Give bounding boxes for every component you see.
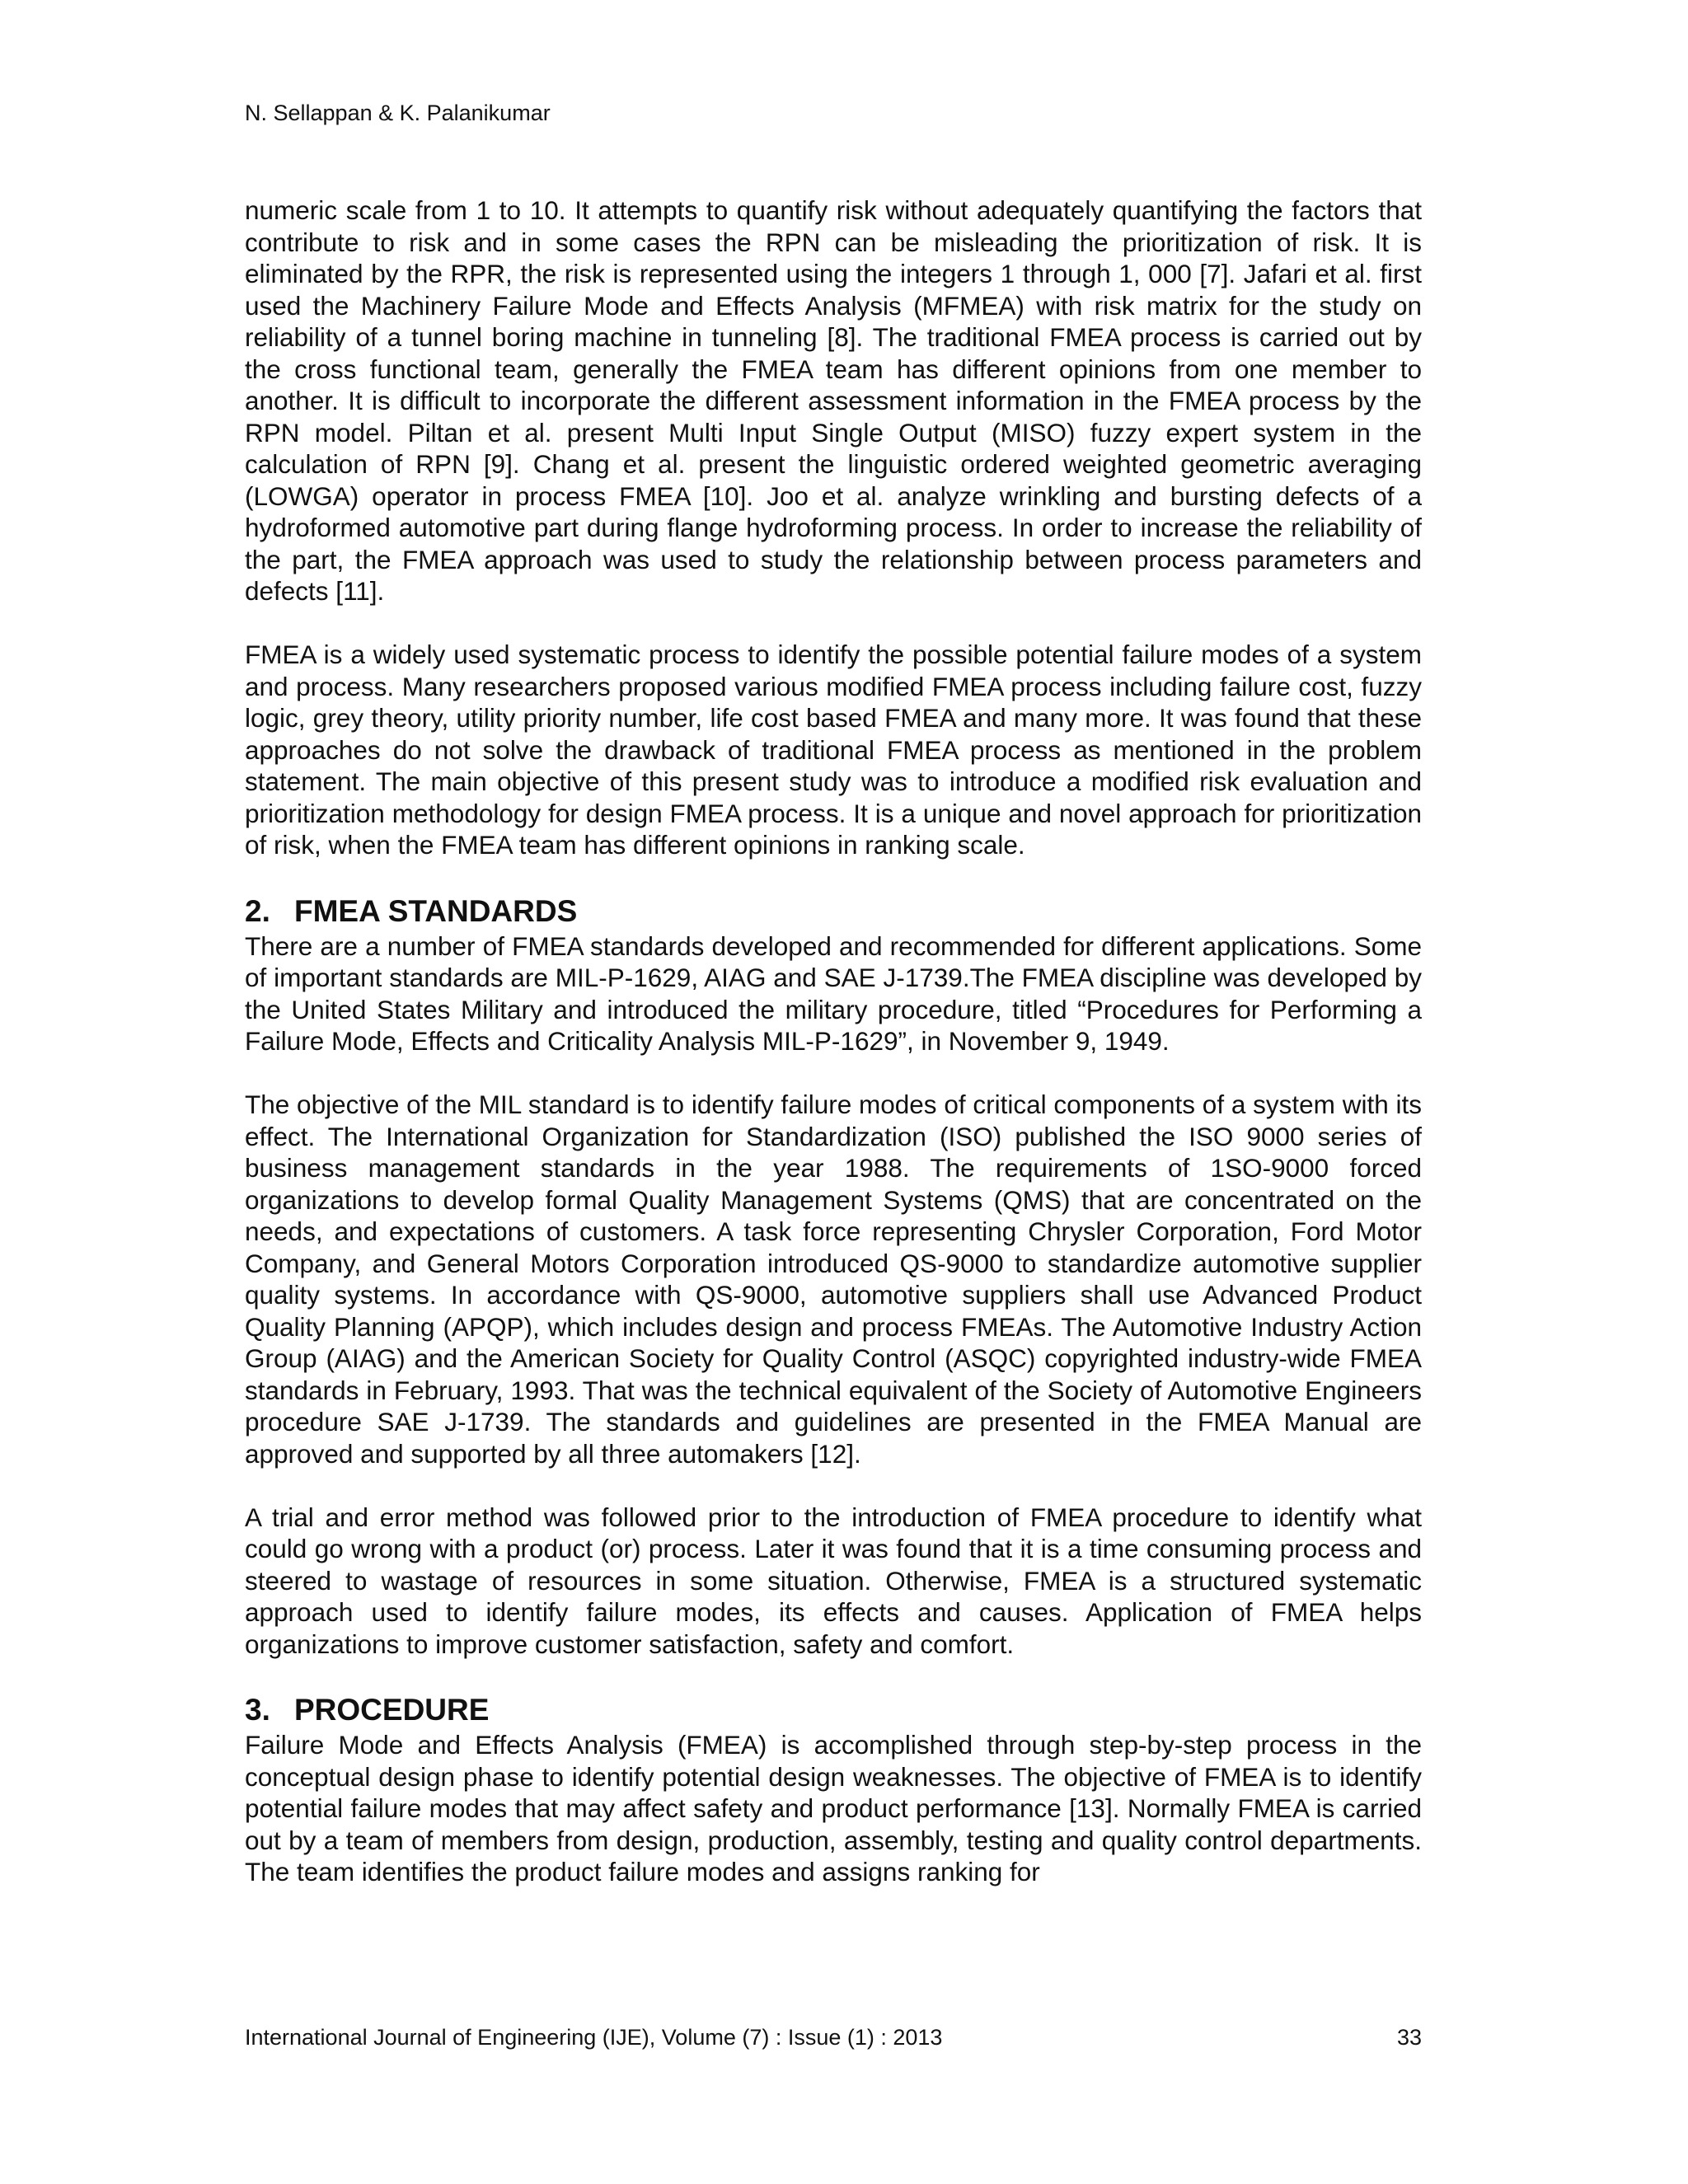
paragraph-trial-and-error: A trial and error method was followed prior to the introduction of FMEA procedure to identify what could go wrong with a product (or) process. Later it was found that it is a time consuming process and steered to wastage of resources in some situation. Otherwise, FMEA is a structured systematic approach used to identify failure modes, its effects and causes. Application of FMEA helps organizations to improve customer satisfaction, safety and comfort. xyxy=(245,1502,1422,1659)
section-number: 2. xyxy=(245,893,270,928)
footer-journal-citation: International Journal of Engineering (IJE), Volume (7) : Issue (1) : 2013 xyxy=(245,2025,943,2050)
paragraph-mil-standard-objective: The objective of the MIL standard is to identify failure modes of critical components of a system with its effect. The International Organization for Standardization (ISO) published the ISO 9000 series of business management standards in the year 1988. The requirements of 1SO-9000 forced organizations to develop formal Quality Management Systems (QMS) that are concentrated on the needs, and expectations of customers. A task force representing Chrysler Corporation, Ford Motor Company, and General Motors Corporation introduced QS-9000 to standardize automotive supplier quality systems. In accordance with QS-9000, automotive suppliers shall use Advanced Product Quality Planning (APQP), which includes design and process FMEAs. The Automotive Industry Action Group (AIAG) and the American Society for Quality Control (ASQC) copyrighted industry-wide FMEA standards in February, 1993. That was the technical equivalent of the Society of Automotive Engineers procedure SAE J-1739. The standards and guidelines are presented in the FMEA Manual are approved and supported by all three automakers [12]. xyxy=(245,1090,1422,1469)
page-number: 33 xyxy=(1396,2025,1422,2050)
paragraph-procedure-intro: Failure Mode and Effects Analysis (FMEA) is accomplished through step-by-step process in the conceptual design phase to identify potential design weaknesses. The objective of FMEA is to identify potential failure modes that may affect safety and product performance [13]. Normally FMEA is carried out by a team of members from design, production, assembly, testing and quality control departments. The team identifies the product failure modes and assigns ranking for xyxy=(245,1730,1422,1886)
section-heading-fmea-standards xyxy=(245,893,1422,930)
article-body xyxy=(245,194,1422,1888)
paragraph-study-objective: FMEA is a widely used systematic process to identify the possible potential failure modes of a system and process. Many researchers proposed various modified FMEA process including failure cost, fuzzy logic, grey theory, utility priority number, life cost based FMEA and many more. It was found that these approaches do not solve the drawback of traditional FMEA process as mentioned in the problem statement. The main objective of this present study was to introduce a modified risk evaluation and prioritization methodology for design FMEA process. It is a unique and novel approach for prioritization of risk, when the FMEA team has different opinions in ranking scale. xyxy=(245,640,1422,860)
paragraph-fmea-standards-intro: There are a number of FMEA standards developed and recommended for different applications. Some of important standards are MIL-P-1629, AIAG and SAE J-1739.The FMEA discipline was developed by the United States Military and introduced the military procedure, titled “Procedures for Performing a Failure Mode, Effects and Criticality Analysis MIL-P-1629”, in November 9, 1949. xyxy=(245,930,1422,1056)
section-heading-procedure xyxy=(245,1691,1422,1729)
section-number: 3. xyxy=(245,1693,270,1727)
running-head-authors: N. Sellappan & K. Palanikumar xyxy=(245,101,551,125)
section-title: PROCEDURE xyxy=(294,1693,490,1727)
paragraph-rpn-risk-prioritization: numeric scale from 1 to 10. It attempts to quantify risk without adequately quantifying the factors that contribute to risk and in some cases the RPN can be misleading the prioritization of risk. It is eliminated by the RPR, the risk is represented using the integers 1 through 1, 000 [7]. Jafari et al. first used the Machinery Failure Mode and Effects Analysis (MFMEA) with risk matrix for the study on reliability of a tunnel boring machine in tunneling [8]. The traditional FMEA process is carried out by the cross functional team, generally the FMEA team has different opinions from one member to another. It is difficult to incorporate the different assessment information in the FMEA process by the RPN model. Piltan et al. present Multi Input Single Output (MISO) fuzzy expert system in the calculation of RPN [9]. Chang et al. present the linguistic ordered weighted geometric averaging (LOWGA) operator in process FMEA [10]. Joo et al. analyze wrinkling and bursting defects of a hydroformed automotive part during flange hydroforming process. In order to increase the reliability of the part, the FMEA approach was used to study the relationship between process parameters and defects [11]. xyxy=(245,195,1422,606)
section-title: FMEA STANDARDS xyxy=(294,893,578,928)
